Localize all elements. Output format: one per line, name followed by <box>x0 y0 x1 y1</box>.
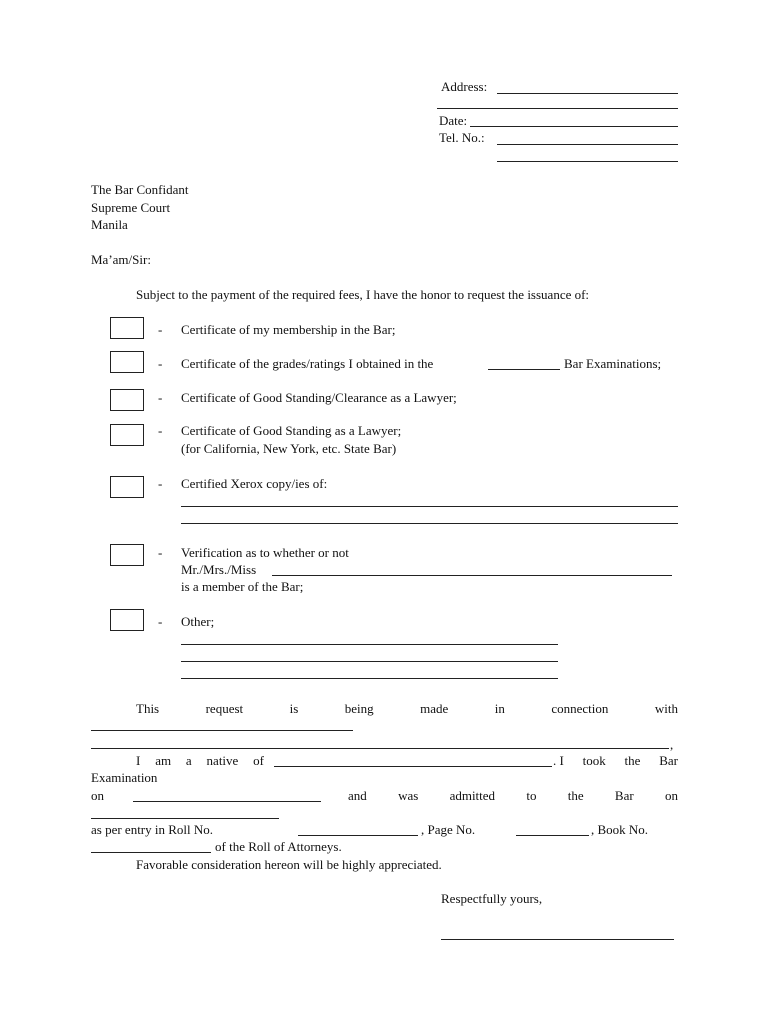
book-no-label: , Book No. <box>591 822 649 837</box>
word: connection <box>551 701 609 716</box>
option-grades-label: Certificate of the grades/ratings I obtained in the <box>181 356 434 371</box>
word: made <box>420 701 449 716</box>
word: took <box>582 753 606 768</box>
roll-no-field[interactable] <box>298 835 418 836</box>
word: This <box>136 701 160 716</box>
admitted-sentence <box>348 788 678 804</box>
option-good-standing-state-label: Certificate of Good Standing as a Lawyer; <box>181 423 402 438</box>
word: Bar <box>659 753 678 768</box>
address-field-line-2[interactable] <box>437 108 678 109</box>
exam-date-field[interactable] <box>133 801 321 802</box>
dash: - <box>158 476 163 491</box>
closing: Respectfully yours, <box>441 891 543 906</box>
salutation: Ma’am/Sir: <box>91 252 151 267</box>
dash: - <box>158 322 163 337</box>
option-verification-label: Verification as to whether or not <box>181 545 349 560</box>
connection-field-line-1[interactable] <box>91 730 353 731</box>
other-field-line-2[interactable] <box>181 661 558 662</box>
good-standing-checkbox[interactable] <box>110 389 144 411</box>
verification-checkbox[interactable] <box>110 544 144 566</box>
word: was <box>398 788 419 803</box>
membership-checkbox[interactable] <box>110 317 144 339</box>
word: a <box>185 753 192 768</box>
word: the <box>624 753 641 768</box>
verification-end-label: is a member of the Bar; <box>181 579 304 594</box>
intro-text: Subject to the payment of the required fees, I have the honor to request the issuance of: <box>136 287 590 302</box>
on-word: on <box>91 788 104 803</box>
word: . I <box>553 753 564 768</box>
xerox-field-line-2[interactable] <box>181 523 678 524</box>
examination-word: Examination <box>91 770 158 785</box>
option-xerox-label: Certified Xerox copy/ies of: <box>181 476 328 491</box>
addressee-line-3: Manila <box>91 217 128 232</box>
page-no-field[interactable] <box>516 835 589 836</box>
exam-year-field[interactable] <box>488 369 560 370</box>
word: on <box>664 788 678 803</box>
option-good-standing-label: Certificate of Good Standing/Clearance as a Lawyer; <box>181 390 457 405</box>
roll-no-label: as per entry in Roll No. <box>91 822 214 837</box>
word: I <box>136 753 141 768</box>
word: native <box>206 753 239 768</box>
other-field-line-3[interactable] <box>181 678 558 679</box>
word: admitted <box>449 788 496 803</box>
connection-field-line-2[interactable] <box>91 748 669 749</box>
xerox-checkbox[interactable] <box>110 476 144 498</box>
option-membership-label: Certificate of my membership in the Bar; <box>181 322 396 337</box>
address-label: Address: <box>441 79 488 94</box>
word: being <box>344 701 374 716</box>
option-grades-suffix: Bar Examinations; <box>564 356 662 371</box>
word: is <box>289 701 299 716</box>
grades-checkbox[interactable] <box>110 351 144 373</box>
other-checkbox[interactable] <box>110 609 144 631</box>
native-sentence <box>136 753 264 769</box>
word: request <box>205 701 244 716</box>
verification-name-label: Mr./Mrs./Miss <box>181 562 257 577</box>
took-sentence <box>553 753 678 769</box>
dash: - <box>158 614 163 629</box>
option-good-standing-state-note: (for California, New York, etc. State Bar) <box>181 441 397 456</box>
addressee-line-1: The Bar Confidant <box>91 182 189 197</box>
book-no-field[interactable] <box>91 852 211 853</box>
word: Bar <box>614 788 634 803</box>
word: am <box>155 753 172 768</box>
word: of <box>253 753 264 768</box>
word: in <box>494 701 505 716</box>
dash: - <box>158 390 163 405</box>
favorable-text: Favorable consideration hereon will be highly appreciated. <box>136 857 442 872</box>
good-standing-state-checkbox[interactable] <box>110 424 144 446</box>
connection-sentence <box>136 701 678 717</box>
native-place-field[interactable] <box>274 766 552 767</box>
dash: - <box>158 356 163 371</box>
dash: - <box>158 545 163 560</box>
addressee-line-2: Supreme Court <box>91 200 171 215</box>
tel-label: Tel. No.: <box>439 130 485 145</box>
tel-field[interactable] <box>497 144 678 145</box>
dash: - <box>158 423 163 438</box>
word: with <box>654 701 678 716</box>
address-field[interactable] <box>497 93 678 94</box>
option-other-label: Other; <box>181 614 215 629</box>
other-field-line-1[interactable] <box>181 644 558 645</box>
comma: , <box>670 737 674 752</box>
date-label: Date: <box>439 113 468 128</box>
roll-attorneys-text: of the Roll of Attorneys. <box>215 839 342 854</box>
xerox-field-line-1[interactable] <box>181 506 678 507</box>
tel-field-line-2[interactable] <box>497 161 678 162</box>
word: to <box>526 788 537 803</box>
word: the <box>567 788 584 803</box>
date-field[interactable] <box>470 126 678 127</box>
word: and <box>348 788 367 803</box>
admission-date-field[interactable] <box>91 818 279 819</box>
page-no-label: , Page No. <box>421 822 476 837</box>
verification-name-field[interactable] <box>272 575 672 576</box>
signature-field[interactable] <box>441 939 674 940</box>
